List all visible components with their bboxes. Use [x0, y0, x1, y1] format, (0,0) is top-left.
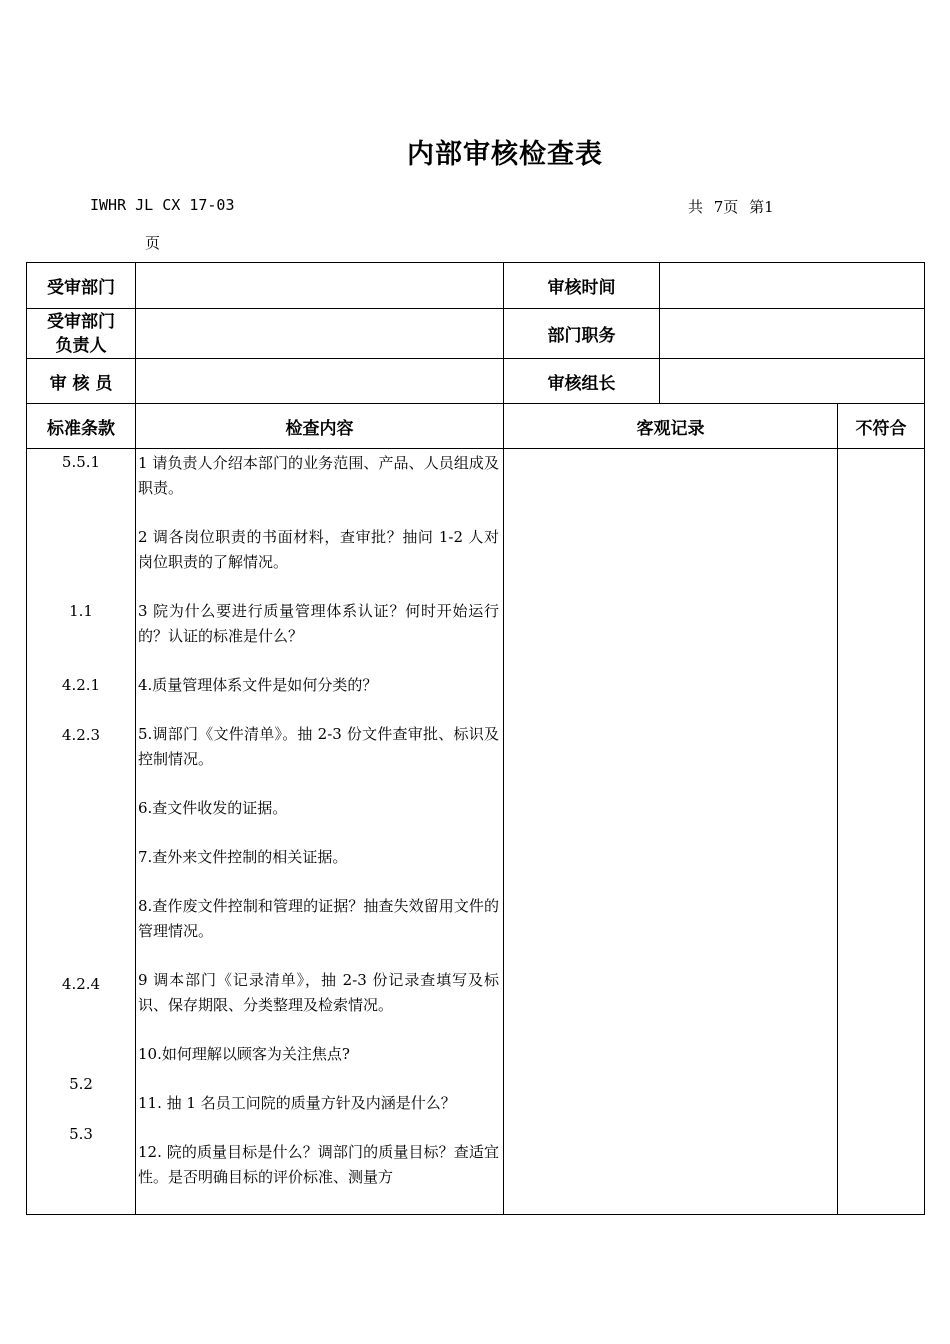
clause-label: 4.2.1: [61, 676, 101, 694]
check-item: 10.如何理解以顾客为关注焦点?: [138, 1045, 350, 1063]
team-leader-label: 审核组长: [504, 359, 660, 404]
check-item: 11. 抽 1 名员工问院的质量方针及内涵是什么？: [138, 1094, 456, 1112]
check-item: 3 院为什么要进行质量管理体系认证？何时开始运行的？认证的标准是什么？: [138, 602, 499, 645]
clause-label: 5.5.1: [61, 453, 101, 471]
document-title: 内部审核检查表: [407, 139, 603, 170]
header-check-content: 检查内容: [136, 404, 504, 449]
clause-label: 5.3: [69, 1125, 93, 1143]
check-item: 9 调本部门《记录清单》，抽 2-3 份记录查填写及标识、保存期限、分类整理及检索情况。: [138, 971, 499, 1014]
clause-column: [27, 449, 136, 1215]
nonconformity-field[interactable]: [838, 449, 925, 1215]
dept-head-field[interactable]: [136, 309, 504, 359]
document-number: IWHR JL CX 17-03: [90, 196, 235, 214]
auditor-label: 审 核 员: [27, 359, 136, 404]
page-info: 共 7页 第1: [688, 198, 774, 216]
audit-time-field[interactable]: [660, 263, 925, 309]
dept-head-label: 受审部门负责人: [27, 309, 136, 359]
audit-time-label: 审核时间: [504, 263, 660, 309]
check-item: 2 调各岗位职责的书面材料，查审批？抽问 1-2 人对岗位职责的了解情况。: [138, 528, 499, 571]
clause-label: 5.2: [69, 1075, 93, 1093]
audit-info-table: [26, 262, 925, 404]
check-content-column: [136, 449, 504, 1215]
position-field[interactable]: [660, 309, 925, 359]
clause-label: 4.2.4: [61, 975, 101, 993]
objective-record-field[interactable]: [504, 449, 838, 1215]
checklist-table: [26, 403, 925, 1215]
position-label: 部门职务: [504, 309, 660, 359]
header-objective-record: 客观记录: [504, 404, 838, 449]
team-leader-field[interactable]: [660, 359, 925, 404]
header-nonconformity: 不符合: [838, 404, 925, 449]
page-info-suffix: 页: [145, 234, 161, 252]
clause-label: 4.2.3: [61, 726, 101, 744]
check-item: 12. 院的质量目标是什么？调部门的质量目标？查适宜性。是否明确目标的评价标准、测量方: [138, 1143, 499, 1186]
dept-field[interactable]: [136, 263, 504, 309]
check-item: 8.查作废文件控制和管理的证据？抽查失效留用文件的管理情况。: [138, 897, 499, 940]
check-item: 7.查外来文件控制的相关证据。: [138, 848, 348, 866]
header-standard-clause: 标准条款: [27, 404, 136, 449]
auditor-field[interactable]: [136, 359, 504, 404]
check-item: 5.调部门《文件清单》。抽 2-3 份文件查审批、标识及控制情况。: [138, 725, 499, 768]
clause-label: 1.1: [69, 602, 93, 620]
check-item: 4.质量管理体系文件是如何分类的？: [138, 676, 378, 694]
check-item: 6.查文件收发的证据。: [138, 799, 288, 817]
check-item: 1 请负责人介绍本部门的业务范围、产品、人员组成及职责。: [138, 454, 499, 497]
dept-label: 受审部门: [27, 263, 136, 309]
